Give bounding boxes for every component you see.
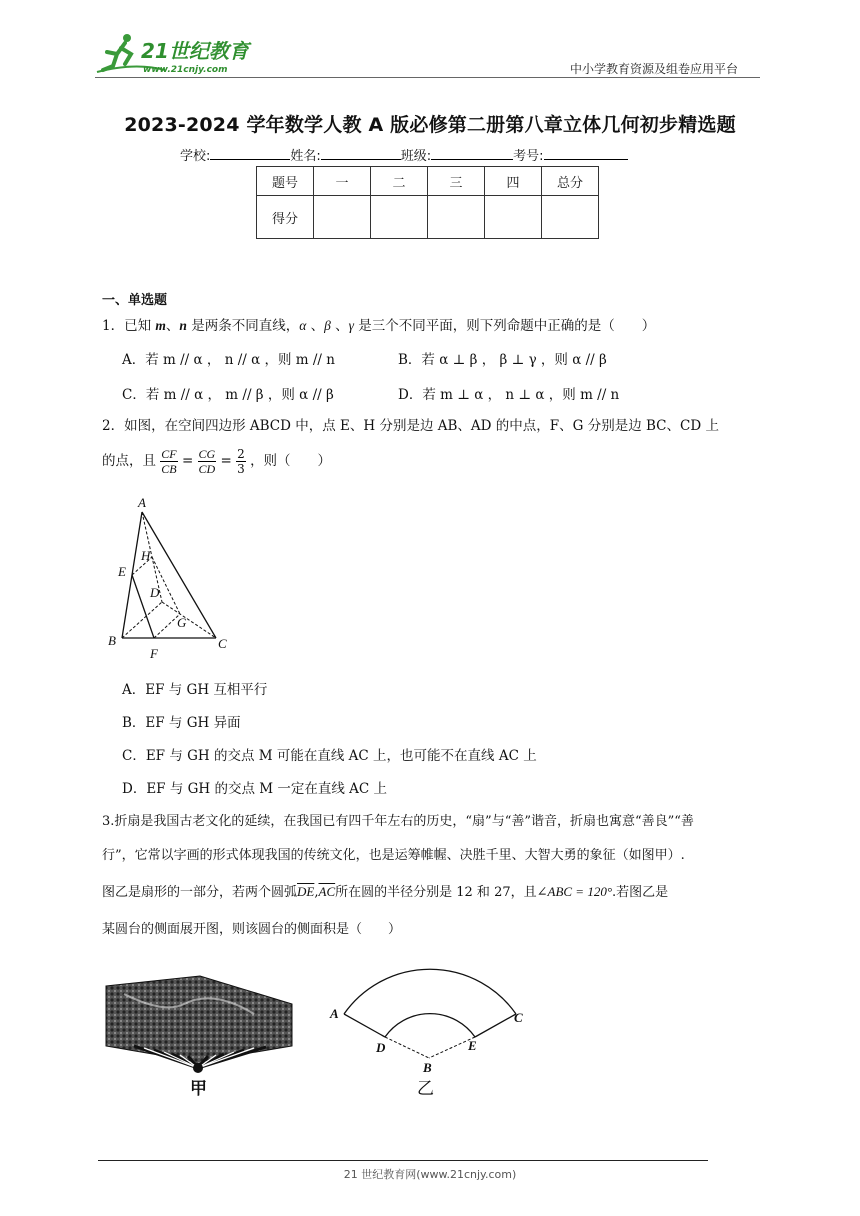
question-2-option-d[interactable]: D．EF 与 GH 的交点 M 一定在直线 AC 上 [122,781,388,797]
fan-label-d: D [376,1040,386,1055]
question-2-stem-line1: 2．如图，在空间四边形 ABCD 中，点 E、H 分别是边 AB、AD 的中点，F、G 分别是边 BC、CD 上 [102,418,719,434]
student-info [180,145,628,164]
fraction-cg-cd: $\frac{CG}{CD}$ [198,447,216,476]
question-1-option-c[interactable]: C．若 m // α ， m // β ，则 α // β [122,387,334,403]
arc-ac: $\overline{AC}$ [318,884,336,899]
table-cell: 总分 [542,167,599,196]
vertex-label-b: B [108,633,116,648]
table-row [257,167,599,196]
logo-text: 21世纪教育 [141,39,249,63]
fraction-cf-cb: $\frac{CF}{CB}$ [161,447,177,476]
fan-label-c: C [514,1010,523,1025]
vertex-label-d: D [150,585,160,600]
question-3-stem-line2: 行”，它常以字画的形式体现我国的传统文化，也是运筹帷幄、决胜千里、大智大勇的象征（如图甲）. [102,848,685,863]
arc-de: $\overline{DE}$ [297,884,315,899]
fan-label-b: B [423,1060,432,1075]
table-cell: 得分 [257,196,314,239]
question-2-option-a[interactable]: A．EF 与 GH 互相平行 [122,682,268,698]
score-table [256,166,599,239]
table-cell: 题号 [257,167,314,196]
class-label: 班级: [400,149,432,164]
vertex-label-g: G [177,615,187,630]
table-cell: 三 [428,167,485,196]
page-title: 2023-2024 学年数学人教 A 版必修第二册第八章立体几何初步精选题 [124,114,736,136]
school-label: 学校: [180,149,211,164]
site-logo [95,32,260,76]
question-number: 1． [102,318,125,334]
question-3-stem-line3: 图乙是扇形的一部分，若两个圆弧$\overline{DE},\overline{AC}$所在圆的半径分别是 12 和 27，且∠ABC = 120°.若图乙是 [102,884,669,900]
score-cell[interactable] [371,196,428,239]
logo-url: www.21cnjy.com [143,65,228,75]
table-row [257,196,599,239]
question-2-option-b[interactable]: B．EF 与 GH 异面 [122,715,241,731]
table-cell: 四 [485,167,542,196]
footer-divider [98,1160,708,1161]
table-cell: 二 [371,167,428,196]
caption-yi: 乙 [417,1079,434,1098]
table-cell: 一 [314,167,371,196]
footer-text[interactable]: 21 世纪教育网(www.21cnjy.com) [343,1168,517,1181]
name-field[interactable] [321,146,401,160]
question-1-stem: 1．已知 m、n 是两条不同直线，α 、β 、γ 是三个不同平面，则下列命题中正确的是（ ） [102,318,656,334]
question-3-stem-line4: 某圆台的侧面展开图，则该圆台的侧面积是（ ） [102,922,402,937]
question-1-option-a[interactable]: A．若 m // α ， n // α ，则 m // n [122,352,335,368]
score-cell[interactable] [485,196,542,239]
angle-abc: ∠ABC = 120° [536,884,613,899]
score-cell[interactable] [314,196,371,239]
caption-jia: 甲 [190,1079,207,1098]
fan-label-e: E [468,1038,477,1053]
fan-sector-diagram [326,958,536,1098]
platform-name: 中小学教育资源及组卷应用平台 [570,62,739,76]
vertex-label-a: A [138,495,146,510]
vertex-label-e: E [118,564,126,579]
fraction-two-thirds: $\frac{2}{3}$ [237,447,245,476]
question-3-stem-line1: 3.折扇是我国古老文化的延续，在我国已有四千年左右的历史，“扇”与“善”谐音，折扇也寓意“善良”“善 [102,814,694,829]
folding-fan-image [104,974,296,1098]
vertex-label-h: H [141,548,151,563]
section-heading: 一、单选题 [102,293,168,308]
score-cell[interactable] [542,196,599,239]
fan-label-a: A [330,1006,339,1021]
question-1-option-d[interactable]: D．若 m ⊥ α ， n ⊥ α ，则 m // n [398,387,620,403]
score-cell[interactable] [428,196,485,239]
number-label: 考号: [513,149,544,164]
class-field[interactable] [431,146,513,160]
school-field[interactable] [210,146,290,160]
tetrahedron-figure [102,494,237,662]
number-field[interactable] [544,146,628,160]
vertex-label-c: C [218,636,227,651]
question-1-option-b[interactable]: B．若 α ⊥ β ， β ⊥ γ ，则 α // β [398,352,607,368]
question-2-option-c[interactable]: C．EF 与 GH 的交点 M 可能在直线 AC 上，也可能不在直线 AC 上 [122,748,537,764]
header-divider [95,77,760,78]
question-2-stem-line2: 的点，且 $\frac{CF}{CB}$ = $\frac{CG}{CD}$ = $\frac{2}{3}$ ，则（ ） [102,447,332,476]
vertex-label-f: F [150,646,158,661]
name-label: 姓名: [290,149,321,164]
